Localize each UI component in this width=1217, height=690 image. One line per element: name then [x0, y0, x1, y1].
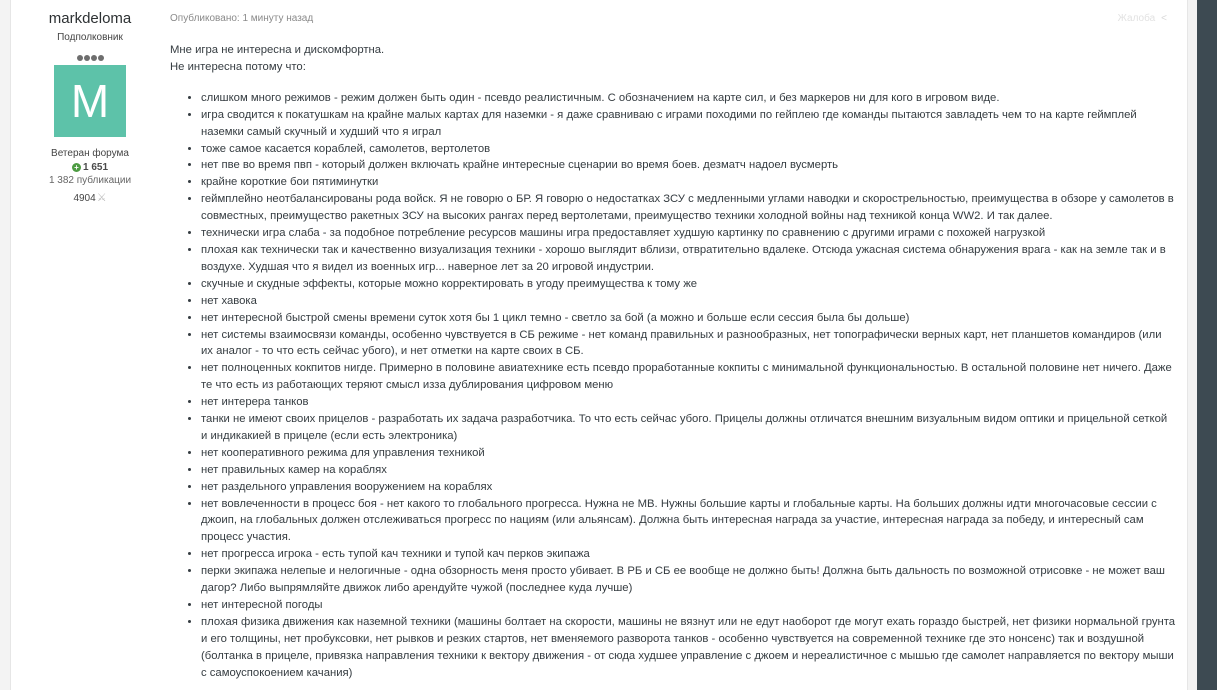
- author-rank: Подполковник: [57, 32, 123, 43]
- list-item: • танки не имеют своих прицелов - разработать их задача разработчика. То что есть сейчас убого. Прицелы должны отличатся внешним визуальным видом оптики и прицельной сеткой и индикакией в прицеле (если есть электроника): [201, 411, 1176, 445]
- rank-pip-icon: [77, 55, 83, 61]
- crossed-swords-icon: ⚔: [96, 192, 107, 204]
- list-item: • технически игра слаба - за подобное потребление ресурсов машины игра предоставляет худшую картинку по сравнению с другими играми с похожей нагрузкой: [201, 225, 1176, 242]
- avatar[interactable]: M: [54, 65, 126, 137]
- list-item: • слишком много режимов - режим должен быть один - псевдо реалистичным. С обозначением на карте сил, и без маркеров ни для кого в игровом виде.: [201, 90, 1176, 107]
- battle-wins-value: 4904: [73, 193, 96, 204]
- list-item: • нет интерера танков: [201, 394, 1176, 411]
- rank-pips: [31, 48, 149, 56]
- reputation-plus-icon: +: [72, 163, 81, 172]
- author-name-link[interactable]: markdeloma: [48, 10, 132, 27]
- complaints-list: [170, 90, 1176, 682]
- list-item: • нет правильных камер на кораблях: [201, 462, 1176, 479]
- post-count: 1 382 публикации: [48, 175, 132, 186]
- rank-pip-icon: [91, 55, 97, 61]
- reputation-value: 1 651: [82, 162, 109, 173]
- post-meta: Опубликовано: 1 минуту назад: [170, 13, 314, 24]
- list-item: • тоже самое касается кораблей, самолетов, вертолетов: [201, 141, 1176, 158]
- list-item: • нет системы взаимосвязи команды, особенно чувствуется в СБ режиме - нет команд правильных и разнообразных, нет топографически верных карт, нет планшетов командиров (или их аналог - то что есть сейчас убого), и нет отметки на карте своих в СБ.: [201, 327, 1176, 361]
- post-intro-line: Не интересна потому что:: [170, 60, 306, 73]
- list-item: • нет раздельного управления вооружением на кораблях: [201, 479, 1176, 496]
- list-item: • перки экипажа нелепые и нелогичные - одна обзорность меня просто убивает. В РБ и СБ ее вообще не должно быть! Должна быть дальность по возможной отрисовке - не может ваш дагор? Либо выпрямляйте движок либо арендуйте чужой (последнее куда лучше): [201, 563, 1176, 597]
- list-item: • плохая как технически так и качественно визуализация техники - хорошо выглядит вблизи, отвратительно вдалеке. Отсюда ужасная система обнаружения врага - как на земле так и в воздухе. Худшая что я видел из военных игр... наверное лет за 20 игровой индустрии.: [201, 242, 1176, 276]
- share-icon[interactable]: <: [1161, 13, 1167, 24]
- post-tools: [1118, 13, 1167, 24]
- author-group: Ветеран форума: [51, 148, 129, 159]
- rank-pip-icon: [84, 55, 90, 61]
- list-item: • нет интересной погоды: [201, 597, 1176, 614]
- list-item: • нет прогресса игрока - есть тупой кач техники и тупой кач перков экипажа: [201, 546, 1176, 563]
- list-item: • нет пве во время пвп - который должен включать крайне интересные сценарии во время боев. дезматч надоел вусмерть: [201, 157, 1176, 174]
- reputation-badge: [31, 162, 149, 173]
- list-item: • скучные и скудные эффекты, которые можно корректировать в угоду преимущества к тому же: [201, 276, 1176, 293]
- list-item: • геймплейно неотбалансированы рода войск. Я не говорю о БР. Я говорю о недостатках ЗСУ с медленными углами наводки и скорострельностью, преимущества в обзоре у самолетов в совместных, преимущество ракетных ЗСУ на высоких рангах перед вертолетами, преимущество техники холодной войны над техникой конца WW2. И так далее.: [201, 191, 1176, 225]
- list-item: • игра сводится к покатушкам на крайне малых картах для наземки - я даже сравниваю с играми походими по гейплею где команды пытаются завладеть чем то на карте геймплей наземки самый скучный и худший что я играл: [201, 107, 1176, 141]
- list-item: • нет хавока: [201, 293, 1176, 310]
- forum-post: [10, 0, 1188, 690]
- rank-pip-icon: [98, 55, 104, 61]
- post-content: [170, 42, 1176, 682]
- list-item: • нет кооперативного режима для управления техникой: [201, 445, 1176, 462]
- list-item: • нет полноценных кокпитов нигде. Примерно в половине авиатехнике есть псевдо проработанные кокпиты с минимальной функциональностью. В остальной половине нет ничего. Даже те что есть из работающих теряют смысл изза дублирования цифровом меню: [201, 360, 1176, 394]
- list-item: • нет вовлеченности в процесс боя - нет какого то глобального прогресса. Нужна не МВ. Нужны большие карты и глобальные карты. На больших должны идти многочасовые сессии с джоип, на глобальных должен отслеживаться прогресс по нациям (или альянсам). Должна быть интересная награда за участие, интересная награда за победу, и интересный сам процесс участия.: [201, 496, 1176, 547]
- list-item: • нет интересной быстрой смены времени суток хотя бы 1 цикл темно - светло за бой (а можно и больше если сессия была бы дольше): [201, 310, 1176, 327]
- report-link[interactable]: Жалоба: [1117, 13, 1156, 24]
- list-item: • крайне короткие бои пятиминутки: [201, 174, 1176, 191]
- post-intro-line: Мне игра не интересна и дискомфортна.: [170, 44, 385, 56]
- author-panel: [31, 0, 149, 690]
- list-item: • плохая физика движения как наземной техники (машины болтает на скорости, машины не вязнут или не едут наоборот где могут ехать гораздо быстрей, нет физики нормальной грунта и его толщины, нет пробуксовки, нет рывков и резких стартов, нет вменяемого разворота танков - особенно чувствуется на современной технике где это нонсенс) так и воздушной (болтанка в прицеле, привязка направления техники к вектору движения - от сюда худшее управление с джоем и нереалистичное с мышью где самолет направляется по вектору мыши с самоуспокоением качания): [201, 614, 1176, 682]
- battle-stats: [31, 191, 149, 204]
- page-scrollbar[interactable]: [1197, 0, 1217, 690]
